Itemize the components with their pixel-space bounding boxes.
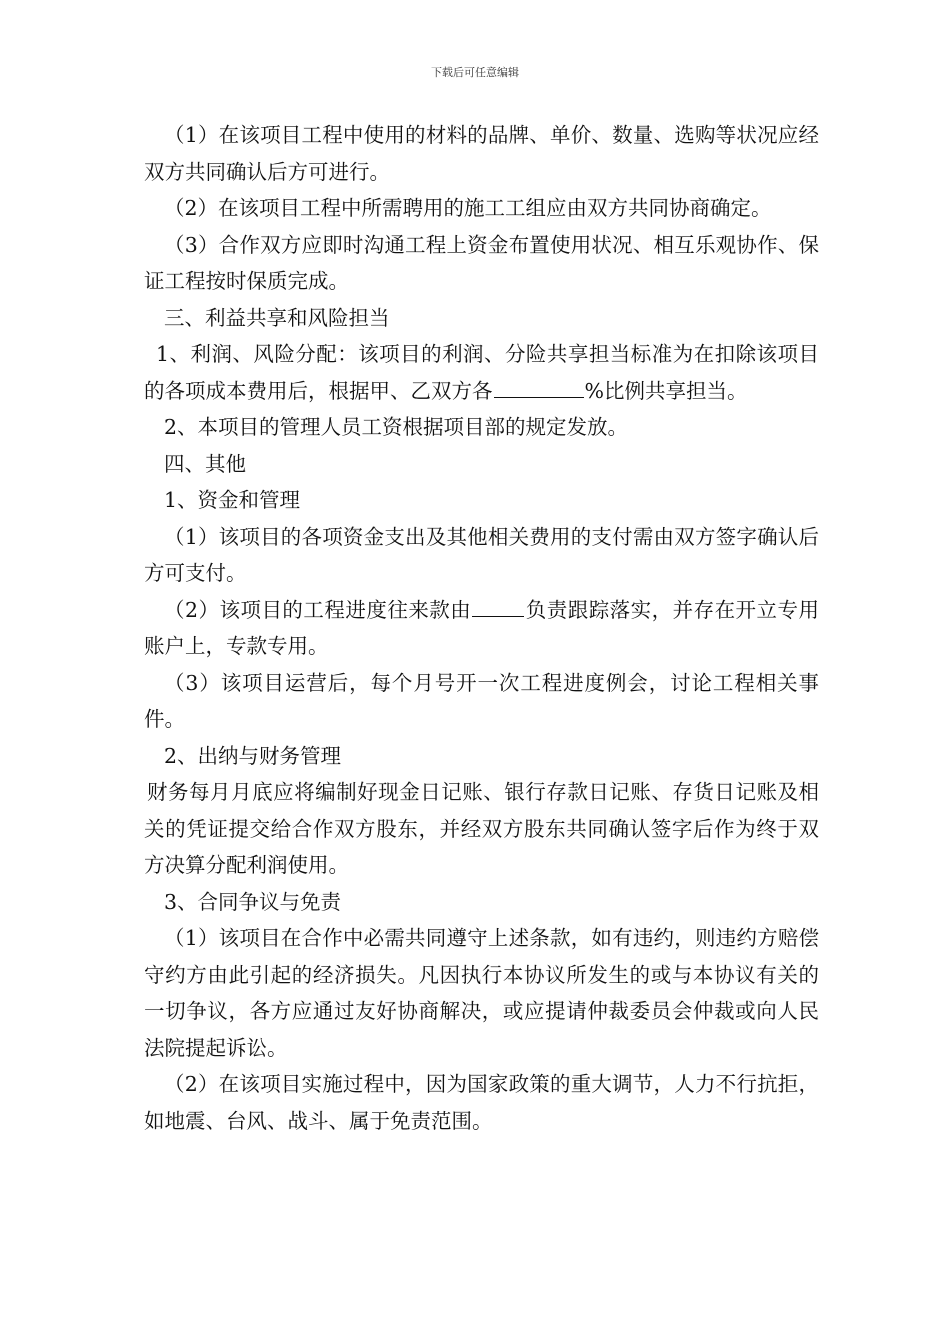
paragraph-material-confirmation: （1）在该项目工程中使用的材料的品牌、单价、数量、选购等状况应经双方共同确认后方可进行。: [144, 123, 819, 184]
subheading-cashier-finance: 2、出纳与财务管理: [164, 743, 342, 768]
paragraph-progress-payments: [144, 592, 819, 665]
paragraph-expenditure-signature: （1）该项目的各项资金支出及其他相关费用的支付需由双方签字确认后方可支付。: [144, 524, 819, 585]
paragraph-finance-ledgers: 财务每月月底应将编制好现金日记账、银行存款日记账、存货日记账及相关的凭证提交给合作双方股东，并经双方股东共同确认签字后作为终于双方决算分配利润使用。: [144, 780, 819, 877]
subheading-funds-management: 1、资金和管理: [164, 488, 301, 512]
paragraph-manager-salary: 2、本项目的管理人员工资根据项目部的规定发放。: [164, 415, 629, 439]
paragraph-monthly-meeting: （3）该项目运营后，每个月号开一次工程进度例会，讨论工程相关事件。: [144, 670, 819, 731]
subheading-dispute-exemption: 3、合同争议与免责: [164, 889, 342, 914]
section-heading-profit-risk: 三、利益共享和风险担当: [164, 305, 390, 330]
paragraph-profit-distribution: [144, 336, 819, 409]
page-header: 下载后可任意编辑: [431, 66, 519, 79]
paragraph-force-majeure: （2）在该项目实施过程中，因为国家政策的重大调节，人力不行抗拒，如地震、台风、战斗、属于免责范围。: [144, 1072, 819, 1133]
paragraph-breach-dispute: （1）该项目在合作中必需共同遵守上述条款，如有违约，则违约方赔偿守约方由此引起的经济损失。凡因执行本协议所发生的或与本协议有关的一切争议，各方应通过友好协商解决，或应提请仲裁委员会仲裁或向人民法院提起诉讼。: [144, 926, 819, 1060]
paragraph-construction-team: （2）在该项目工程中所需聘用的施工工组应由双方共同协商确定。: [164, 196, 772, 220]
progress-text-after: 负责跟踪落实，并存在开立专用账户上，专款专用。: [144, 597, 820, 658]
profit-text-after: %比例共享担当。: [584, 378, 748, 403]
blank-percentage-underline: [494, 377, 584, 398]
document-body: [144, 117, 819, 1139]
progress-text-before: （2）该项目的工程进度往来款由: [164, 597, 472, 622]
blank-responsible-party-underline: [472, 596, 524, 617]
section-heading-other: 四、其他: [164, 451, 246, 476]
paragraph-funds-communication: （3）合作双方应即时沟通工程上资金布置使用状况、相互乐观协作、保证工程按时保质完成。: [144, 232, 819, 293]
profit-text-before: 1、利润、风险分配：该项目的利润、分险共享担当标准为在扣除该项目的各项成本费用后，根据甲、乙双方各: [144, 342, 819, 403]
